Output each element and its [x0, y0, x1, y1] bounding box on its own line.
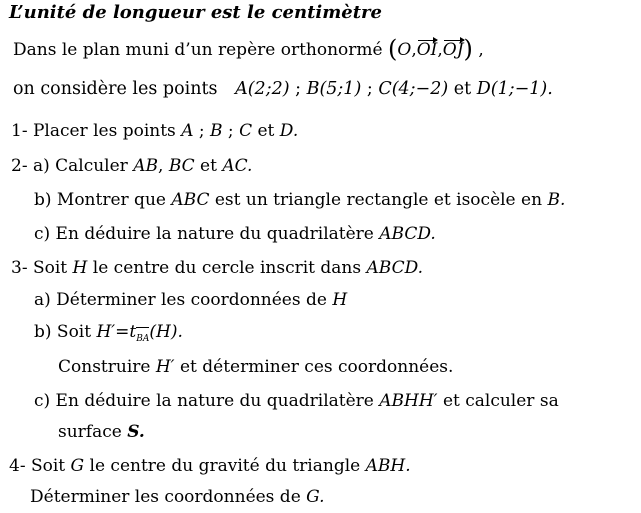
- q3b-vector-BA: BA: [136, 328, 149, 350]
- q3c-ABHHprime: ABHH′: [379, 391, 438, 411]
- intro-points-text: on considère les points: [13, 79, 218, 99]
- q2b-text: est un triangle rectangle et isocèle en: [214, 190, 543, 210]
- paren-close: ): [463, 35, 473, 63]
- q2c-ABCD: ABCD.: [379, 224, 436, 244]
- q2b-label: b) Montrer que: [34, 190, 166, 210]
- question-3a: [34, 289, 347, 311]
- intro-comma: ,: [478, 40, 484, 60]
- q3c-surface: surface: [58, 422, 122, 442]
- q3c-label: c) En déduire la nature du quadrilatère: [34, 391, 374, 411]
- q3b-equals: =: [115, 322, 130, 342]
- q3c-S: S.: [127, 422, 145, 442]
- q3c-text: et calculer sa: [442, 391, 559, 411]
- q1-D: D.: [279, 121, 299, 141]
- question-2b: [34, 189, 565, 211]
- q4-body: le centre du gravité du triangle: [89, 456, 361, 476]
- q3-body: le centre du cercle inscrit dans: [92, 258, 362, 278]
- origin-O: O: [397, 40, 412, 60]
- q2b-B: B.: [547, 190, 566, 210]
- q3a-H: H: [332, 290, 348, 310]
- q3-ABCD: ABCD.: [366, 258, 424, 278]
- intro-text: Dans le plan muni d’un repère orthonormé: [13, 40, 383, 60]
- q1-A: A: [181, 121, 194, 141]
- vector-OI: OI: [416, 40, 438, 60]
- q3b-argument: (H).: [149, 322, 183, 342]
- q1-B: B: [210, 121, 223, 141]
- q3b-translation: t: [129, 322, 137, 342]
- point-D: D(1;−1).: [476, 79, 553, 99]
- question-3b-construct: [58, 356, 453, 378]
- q4-ABH: ABH.: [365, 456, 411, 476]
- q3-H: H: [72, 258, 88, 278]
- question-3c: [34, 390, 559, 412]
- q4-G2: G.: [306, 487, 325, 507]
- q1-C: C: [239, 121, 253, 141]
- and-word: et: [453, 79, 472, 99]
- question-2a: 2- a) Calculer AB, BC et AC.: [11, 156, 253, 176]
- q3a-label: a) Déterminer les coordonnées de: [34, 290, 327, 310]
- question-3b: [34, 321, 183, 346]
- intro-line-1: Dans le plan muni d’un repère orthonormé (O,OI,OJ) ,: [13, 35, 484, 63]
- intro-line-2: on considère les points A(2;2) ; B(5;1) ; C(4;−2) et D(1;−1).: [13, 79, 553, 99]
- point-B: B(5;1): [306, 79, 362, 99]
- q2a-AC: AC.: [222, 156, 253, 176]
- q4-G: G: [70, 456, 85, 476]
- q1-text: 1- Placer les points: [11, 121, 176, 141]
- vector-OJ: OJ: [442, 40, 464, 60]
- point-C: C(4;−2): [378, 79, 449, 99]
- q2a-BC: BC: [168, 156, 195, 176]
- q4-line2-text: Déterminer les coordonnées de: [30, 487, 301, 507]
- q3b-label: b) Soit: [34, 322, 92, 342]
- question-4-line2: [30, 486, 325, 508]
- q2a-AB: AB: [133, 156, 158, 176]
- q2a-text: 2- a) Calculer: [11, 156, 128, 176]
- q3b2-label: Construire: [58, 357, 151, 377]
- q3b2-Hprime: H′: [155, 357, 175, 377]
- question-3c-line2: [58, 421, 145, 443]
- q1-et: et: [257, 121, 275, 141]
- question-4: [9, 455, 411, 477]
- page-title: L’unité de longueur est le centimètre: [9, 2, 382, 23]
- question-3: [11, 257, 423, 279]
- paren-open: (: [388, 35, 398, 63]
- q3b2-text: et déterminer ces coordonnées.: [179, 357, 454, 377]
- q3b-Hprime: H′: [96, 322, 116, 342]
- q2c-label: c) En déduire la nature du quadrilatère: [34, 224, 374, 244]
- q3-text: 3- Soit: [11, 258, 68, 278]
- q4-text: 4- Soit: [9, 456, 66, 476]
- question-1: 1- Placer les points A ; B ; C et D.: [11, 121, 299, 141]
- q2a-et: et: [200, 156, 217, 176]
- question-2c: [34, 223, 436, 245]
- q2b-ABC: ABC: [171, 190, 210, 210]
- point-A: A(2;2): [235, 79, 290, 99]
